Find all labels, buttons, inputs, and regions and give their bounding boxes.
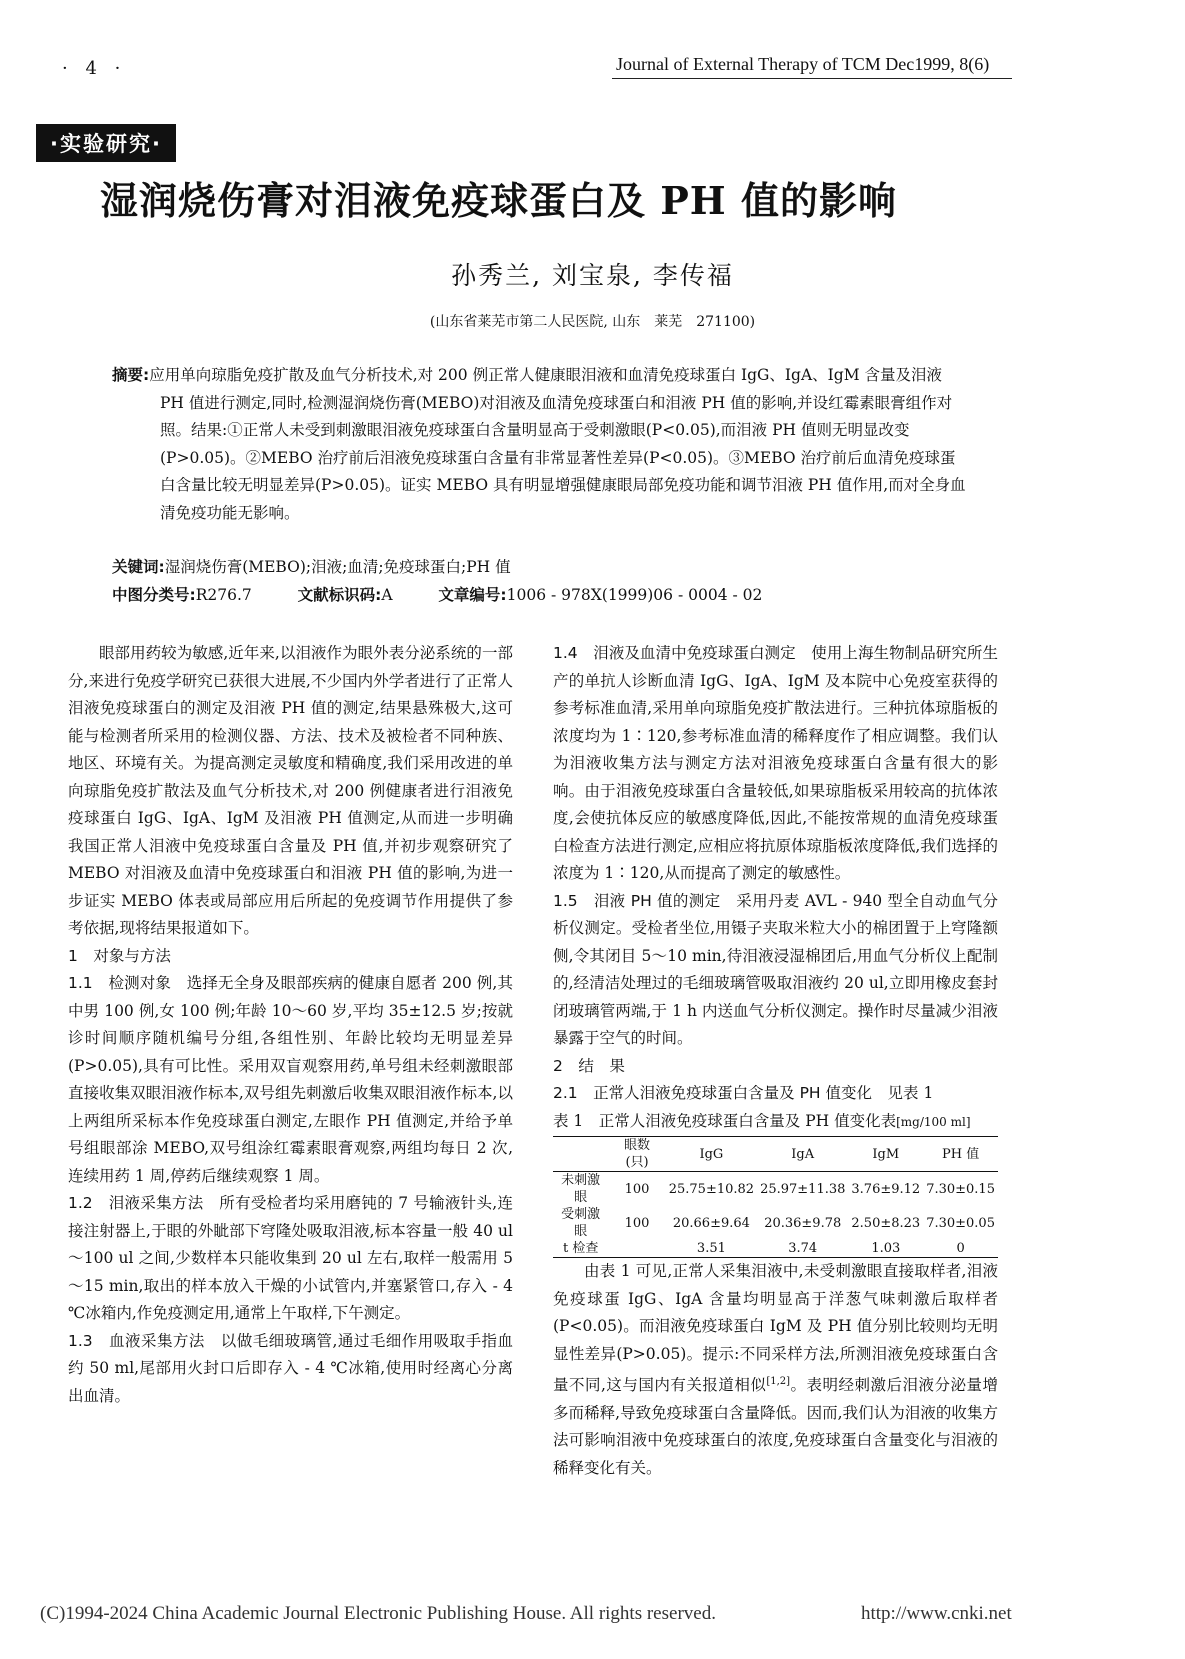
row-label: t 检查 bbox=[563, 1241, 599, 1256]
table-caption bbox=[553, 1108, 998, 1137]
table-row bbox=[553, 1206, 998, 1240]
table-header-eyes: 眼数 (只) bbox=[624, 1138, 651, 1170]
keywords-text: 湿润烧伤膏(MEBO);泪液;血清;免疫球蛋白;PH 值 bbox=[164, 558, 511, 576]
page-number: · 4 · bbox=[62, 58, 127, 79]
cell-ph: 7.30±0.15 bbox=[926, 1181, 995, 1197]
cell-n: 100 bbox=[624, 1215, 650, 1231]
section-1-4 bbox=[553, 640, 998, 888]
section-1-2 bbox=[68, 1190, 513, 1328]
section-1-4-text: 使用上海生物制品研究所生产的单抗人诊断血清 IgG、IgA、IgM 及本院中心免疫室获得的参考标准血清,采用单向琼脂免疫扩散法进行。三种抗体琼脂板的浓度均为 1∶120,参考标准血清的稀释度作了相应调整。我们认为泪液收集方法与测定方法对泪液免疫球蛋白含量有很大的影响。由于泪液免疫球蛋白含量较低,如果琼脂板采用较高的抗体浓度,会使抗体反应的敏感度降低,因此,不能按常规的血清免疫球蛋白检查方法进行测定,应相应将抗原体琼脂板浓度降低,我们选择的浓度为 1∶120,从而提高了测定的敏感性。 bbox=[553, 644, 998, 882]
section-1-1-text: 选择无全身及眼部疾病的健康自愿者 200 例,其中男 100 例,女 100 例;年龄 10～60 岁,平均 35±12.5 岁;按就诊时间顺序随机编号分组,各组性别、年龄比较均无明显差异(P>0.05),具有可比性。采用双盲观察用药,单号组未经刺激眼部直接收集双眼泪液作标本,双号组先刺激后收集双眼泪液作标本,以上两组所采标本作免疫球蛋白测定,左眼作 PH 值测定,并给予单号组眼部涂 MEBO,双号组涂红霉素眼膏观察,两组均每日 2 次,连续用药 1 周,停药后继续观察 1 周。 bbox=[68, 974, 513, 1185]
abstract-text: 应用单向琼脂免疫扩散及血气分析技术,对 200 例正常人健康眼泪液和血清免疫球蛋白 IgG、IgA、IgM 含量及泪液 PH 值进行测定,同时,检测湿润烧伤膏(MEBO)对泪液及血清免疫球蛋白和泪液 PH 值的影响,并设红霉素眼膏组作对照。结果:①正常人未受到刺激眼泪液免疫球蛋白含量明显高于受刺激眼(P<0.05),而泪液 PH 值则无明显改变(P>0.05)。②MEBO 治疗前后泪液免疫球蛋白含量有非常显著性差异(P<0.05)。③MEBO 治疗前后血清免疫球蛋白含量比较无明显差异(P>0.05)。证实 MEBO 具有明显增强健康眼局部免疫功能和调节泪液 PH 值作用,而对全身血清免疫功能无影响。 bbox=[149, 366, 966, 522]
abstract bbox=[112, 362, 967, 528]
table-header-blank bbox=[553, 1137, 608, 1172]
cell-ph: 7.30±0.05 bbox=[926, 1215, 995, 1231]
section-1-2-heading: 1.2 泪液采集方法 bbox=[68, 1194, 204, 1212]
table-header-iga: IgA bbox=[791, 1146, 815, 1162]
results-text-continued: 。表明经刺激后泪液分泌量增多而稀释,导致免疫球蛋白含量降低。因而,我们认为泪液的收集方法可影响泪液中免疫球蛋白的浓度,免疫球蛋白含量变化与泪液的稀释变化有关。 bbox=[553, 1376, 998, 1477]
section-1-3 bbox=[68, 1328, 513, 1411]
row-label: 受刺激眼 bbox=[561, 1207, 601, 1239]
cell-n bbox=[608, 1240, 665, 1258]
table-row bbox=[553, 1240, 998, 1258]
intro-paragraph: 眼部用药较为敏感,近年来,以泪液作为眼外表分泌系统的一部分,来进行免疫学研究已获很大进展,不少国内外学者进行了正常人泪液免疫球蛋白的测定及泪液 PH 值的测定,结果悬殊极大,这可能与检测者所采用的检测仪器、方法、技术及被检者不同种族、地区、环境有关。为提高测定灵敏度和精确度,我们采用改进的单向琼脂免疫扩散法及血气分析技术,对 200 例健康者进行泪液免疫球蛋白 IgG、IgA、IgM 及泪液 PH 值测定,从而进一步明确我国正常人泪液中免疫球蛋白含量及 PH 值,并初步观察研究了 MEBO 对泪液及血清中免疫球蛋白和泪液 PH 值的影响,为进一步证实 MEBO 体表或局部应用后所起的免疫调节作用提供了参考依据,现将结果报道如下。 bbox=[68, 644, 513, 937]
cell-ph: 0 bbox=[956, 1241, 965, 1256]
doc-code-label: 文献标识码: bbox=[297, 586, 382, 604]
results-paragraph bbox=[553, 1258, 998, 1482]
section-1-3-text: 以做毛细玻璃管,通过毛细作用吸取手指血约 50 ml,尾部用火封口后即存入 - 4 ℃冰箱,使用时经离心分离出血清。 bbox=[68, 1331, 513, 1405]
article-number-value: 1006 - 978X(1999)06 - 0004 - 02 bbox=[506, 586, 763, 604]
cell-n: 100 bbox=[624, 1181, 650, 1197]
cell-igm: 2.50±8.23 bbox=[851, 1215, 921, 1231]
section-1-heading: 1 对象与方法 bbox=[68, 946, 171, 965]
affiliation: (山东省莱芜市第二人民医院, 山东 莱芜 271100) bbox=[429, 314, 756, 330]
cell-igm: 3.76±9.12 bbox=[851, 1181, 921, 1197]
section-tag: ·实验研究· bbox=[36, 124, 176, 162]
cell-iga: 20.36±9.78 bbox=[764, 1215, 842, 1231]
cell-iga: 3.74 bbox=[788, 1241, 818, 1256]
section-1-2-text: 所有受检者均采用磨钝的 7 号输液针头,连接注射器上,于眼的外眦部下穹隆处吸取泪液,标本容量一般 40 ul～100 ul 之间,少数样本只能收集到 20 ul 左右,取样一般需用 5～15 min,取出的样本放入干燥的小试管内,并塞紧管口,存入 - 4 ℃冰箱内,作免疫测定用,通常上午取样,下午测定。 bbox=[68, 1194, 513, 1322]
abstract-label: 摘要: bbox=[112, 366, 150, 384]
section-1-5 bbox=[553, 888, 998, 1053]
cell-igg: 25.75±10.82 bbox=[668, 1181, 755, 1197]
table-header-row bbox=[553, 1137, 998, 1172]
section-1-5-text: 采用丹麦 AVL - 940 型全自动血气分析仪测定。受检者坐位,用镊子夹取米粒大小的棉团置于上穹隆额侧,令其闭目 5～10 min,待泪液浸湿棉团后,用血气分析仪上配制的,经清洁处理过的毛细玻璃管吸取泪液约 20 ul,立即用橡皮套封闭玻璃管两端,于 1 h 内送血气分析仪测定。操作时尽量减少泪液暴露于空气的时间。 bbox=[553, 891, 998, 1047]
journal-header: Journal of External Therapy of TCM Dec1999, 8(6) bbox=[616, 54, 990, 74]
section-2-1-heading: 2.1 正常人泪液免疫球蛋白含量及 PH 值变化 bbox=[553, 1084, 873, 1102]
section-2-1-text: 见表 1 bbox=[887, 1084, 934, 1102]
table-header-igm: IgM bbox=[872, 1146, 900, 1162]
clc-value: R276.7 bbox=[195, 586, 252, 604]
section-1-3-heading: 1.3 血液采集方法 bbox=[68, 1331, 205, 1350]
classification-line bbox=[112, 583, 762, 605]
table-title: 表 1 正常人泪液免疫球蛋白含量及 PH 值变化表 bbox=[553, 1111, 897, 1130]
table-header-igg: IgG bbox=[699, 1146, 724, 1162]
section-1-5-heading: 1.5 泪液 PH 值的测定 bbox=[553, 891, 721, 910]
cell-iga: 25.97±11.38 bbox=[760, 1181, 846, 1197]
article-title: 湿润烧伤膏对泪液免疫球蛋白及 PH 值的影响 bbox=[100, 178, 897, 223]
reference-marker: [1,2] bbox=[766, 1376, 791, 1387]
table-unit: [mg/100 ml] bbox=[896, 1114, 971, 1129]
footer-url: http://www.cnki.net bbox=[861, 1603, 1012, 1624]
row-label: 未刺激眼 bbox=[561, 1173, 601, 1205]
results-text: 由表 1 可见,正常人采集泪液中,未受刺激眼直接取样者,泪液免疫球蛋 IgG、IgA 含量均明显高于洋葱气味刺激后取样者(P<0.05)。而泪液免疫球蛋白 IgM 及 PH 值分别比较则均无明显性差异(P>0.05)。提示:不同采样方法,所测泪液免疫球蛋白含量不同,这与国内有关报道相似 bbox=[553, 1262, 998, 1395]
header-rule bbox=[612, 78, 1012, 79]
section-2-heading: 2 结 果 bbox=[553, 1056, 625, 1075]
section-2-1 bbox=[553, 1080, 998, 1108]
doc-code-value: A bbox=[381, 586, 393, 604]
keywords-line bbox=[112, 555, 511, 577]
results-table bbox=[553, 1136, 998, 1258]
section-1-1 bbox=[68, 970, 513, 1190]
section-1-1-heading: 1.1 检测对象 bbox=[68, 974, 172, 992]
clc-label: 中图分类号: bbox=[112, 586, 196, 604]
section-1-4-heading: 1.4 泪液及血清中免疫球蛋白测定 bbox=[553, 644, 796, 662]
cell-igm: 1.03 bbox=[871, 1241, 901, 1256]
left-column bbox=[68, 640, 513, 1410]
authors: 孙秀兰, 刘宝泉, 李传福 bbox=[451, 261, 734, 290]
cell-igg: 3.51 bbox=[696, 1241, 726, 1256]
copyright-footer: (C)1994-2024 China Academic Journal Electronic Publishing House. All rights reserved. bbox=[40, 1603, 716, 1624]
right-column bbox=[553, 640, 998, 1482]
table-row bbox=[553, 1172, 998, 1207]
article-number-label: 文章编号: bbox=[438, 586, 507, 604]
cell-igg: 20.66±9.64 bbox=[672, 1215, 750, 1231]
table-header-ph: PH 值 bbox=[941, 1146, 980, 1162]
keywords-label: 关键词: bbox=[112, 558, 165, 576]
